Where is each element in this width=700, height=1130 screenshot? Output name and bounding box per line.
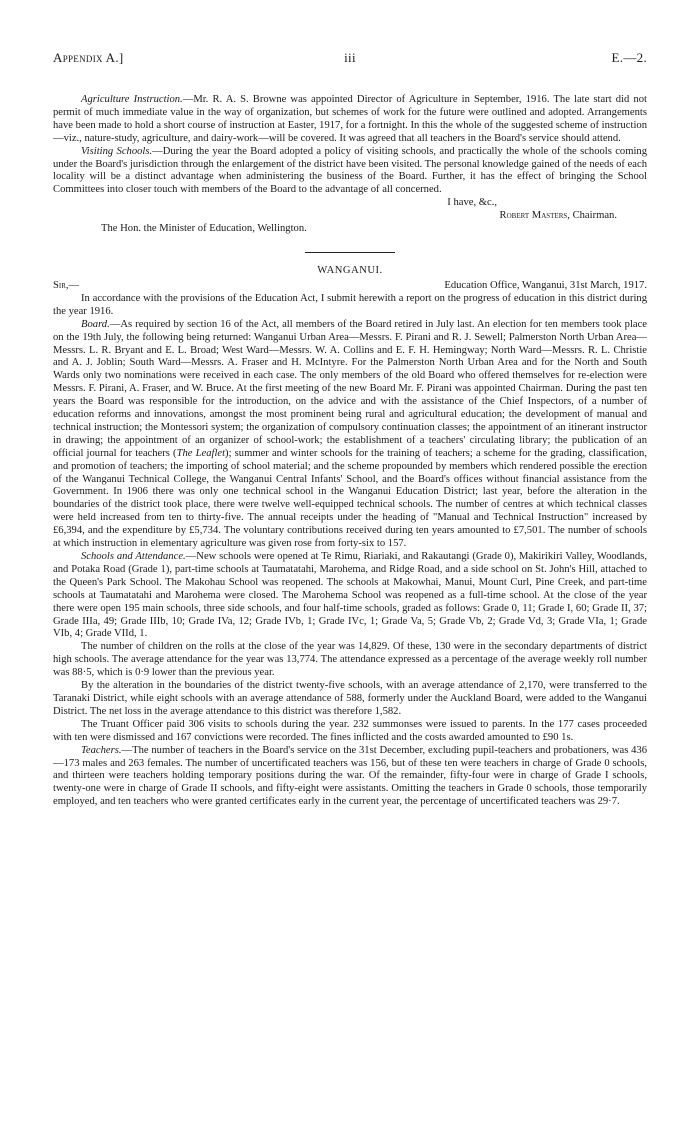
roll-paragraph: The number of children on the rolls at the close of the year was 14,829. Of these, 130 were in the secondary departments of district high schools. The average attendance for the year was 13,774. The attendance expressed as a percentage of the average weekly roll number was 88·5, which is 0·9 lower than the previous year. xyxy=(53,641,647,679)
salutation: Sir,— xyxy=(53,279,80,291)
schools-text: —New schools were opened at Te Rimu, Riariaki, and Rakautangi (Grade 0), Makirikiri Valley, Woodlands, and Potaka Road (Grade 1), part-time schools at Taumatatahi, Marohema, and Ridge Road, and a side school on St. John's Hill, attached to the Queen's Park School. The Makohau School was reopened. The schools at Makowhai, Manui, Mount Curl, Pine Creek, and part-time schools at Taumatatahi and Marohema were closed. The Marohema School was reopened as a full-time school. At the close of the year there were open 195 main schools, three side schools, and four half-time schools, graded as follows: Grade 0, 11; Grade I, 60; Grade II, 37; Grade IIIa, 49; Grade IIIb, 10; Grade IVa, 12; Grade IVb, 1; Grade IVc, 1; Grade Va, 5; Grade Vb, 2; Grade Vd, 3; Grade VIa, 1; Grade VIb, 4; Grade VIId, 1. xyxy=(53,551,647,640)
boundary-paragraph: By the alteration in the boundaries of the district twenty-five schools, with an average attendance of 2,170, were transferred to the Taranaki District, while eight schools with an average attendance of 588, formerly under the Auckland Board, were added to the Wanganui District. The net loss in the average attendance to this district was therefore 1,582. xyxy=(53,680,647,717)
agriculture-text: —Mr. R. A. S. Browne was appointed Director of Agriculture in September, 1916. The late start did not permit of much immediate value in the way of organization, but schemes of work for the future were outlined and adopted. Arrangements have been made to hold a short course of instruction at Easter, 1917, for a fortnight. In this the whole of the suggested scheme of instruction—viz., nature-study, agriculture, and dairy-work—will be covered. It was agreed that all teachers in the Board's service should attend. xyxy=(53,94,647,144)
agriculture-heading: Agriculture Instruction. xyxy=(81,94,183,105)
truant-paragraph: The Truant Officer paid 306 visits to schools during the year. 232 summonses were issued to parents. In the 177 cases proceeded with ten were dismissed and 167 convictions were recorded. The fines inflicted and the costs awarded amounted to £90 1s. xyxy=(53,718,647,743)
page-number: iii xyxy=(344,50,356,65)
addressee: The Hon. the Minister of Education, Wellington. xyxy=(101,223,307,235)
section-title: WANGANUI. xyxy=(317,264,383,276)
sign-off: I have, &c., xyxy=(447,197,497,209)
salutation-line xyxy=(53,280,647,293)
board-text-continued: ); summer and winter schools for the training of teachers; a scheme for the grading, classification, and promotion of teachers; the importing of school material; and the scheme propounded by members which rendered possible the erection of the Wanganui Technical College, the Wanganui Central Infants' School, and the Board's offices without financial assistance from the Government. In 1906 there was only one technical school in the Wanganui Education District; last year, before the alteration in the boundaries of the district took place, there were twelve well-equipped technical schools. The number of centres at which technical classes were held increased from ten to thirty-five. The annual receipts under the heading of "Manual and Technical Instruction" increased by £6,394, and the expenditure by £5,734. The voluntary contributions received during ten years amounted to £7,501. The number of schools at which instruction in elementary agriculture was given rose from forty-six to 157. xyxy=(53,447,648,550)
page-header xyxy=(53,50,647,70)
signature xyxy=(53,210,647,223)
agriculture-paragraph xyxy=(53,94,647,146)
schools-heading: Schools and Attendance. xyxy=(81,551,186,562)
signature-name: Robert Masters xyxy=(499,210,568,222)
schools-paragraph xyxy=(53,551,647,641)
office-dateline: Education Office, Wanganui, 31st March, 1917. xyxy=(444,279,647,291)
signature-title: , Chairman. xyxy=(567,210,617,222)
board-text: —As required by section 16 of the Act, all members of the Board retired in July last. An election for ten members took place on the 19th July, the following being returned: Wanganui Urban Area—Messrs. F. Pirani and R. J. Sewell; Palmerston North Urban Area—Messrs. L. R. Bryant and E. L. Broad; West Ward—Messrs. W. A. Collins and E. F. H. Hemingway; North Ward—Messrs. R. L. Christie and A. J. Joblin; South Ward—Messrs. A. Fraser and H. McIntyre. For the Palmerston North Urban Area and for the North and South Wards only two nominations were received in each case. The only members of the old Board who offered themselves for re-election were Messrs. F. Pirani, A. Fraser, and W. Bruce. At the first meeting of the new Board Mr. F. Pirani was appointed Chairman. During the past ten years the Board was responsible for the introduction, on the advice and with the assistance of the Chief Inspectors, of a number of education reforms and innovations, amongst the most prominent being rural and agricultural education; the development of manual and technical instruction; the Montessori system; the organization of compulsory continuation classes; the appointment of an itinerant instructor in drawing; the appointment of an organizer of school-work; the establishment of a teachers' circulating library; the publication of an official journal for teachers ( xyxy=(53,318,647,459)
page-body xyxy=(53,94,647,809)
board-paragraph xyxy=(53,319,647,551)
teachers-paragraph xyxy=(53,745,647,810)
visiting-text: —During the year the Board adopted a policy of visiting schools, and practically the whole of the schools coming under the Board's jurisdiction through the enlargement of the district have been visited. The personal knowledge gained of the needs of each locality will be a distinct advantage when administering the business of the Board. Further, it has the effect of bringing the School Committees into closer touch with members of the Board to the advantage of all concerned. xyxy=(53,145,647,196)
visiting-heading: Visiting Schools. xyxy=(81,145,153,157)
section-divider xyxy=(305,252,395,253)
leaflet-title: The Leaflet xyxy=(176,447,226,459)
board-heading: Board. xyxy=(81,318,110,330)
teachers-heading: Teachers. xyxy=(81,744,122,756)
intro-paragraph: In accordance with the provisions of the Education Act, I submit herewith a report on the progress of education in this district during the year 1916. xyxy=(53,292,647,317)
document-code: E.—2. xyxy=(611,50,647,65)
visiting-paragraph xyxy=(53,146,647,198)
teachers-text: —The number of teachers in the Board's service on the 31st December, excluding pupil-teachers and probationers, was 436—173 males and 263 females. The number of uncertificated teachers was 156, but of these ten were teachers in charge of Grade 0 schools, and thirteen were teachers holding temporary positions during the war. Of the remainder, fifty-four were in charge of Grade I schools, twenty-one were in charge of Grade II schools, and fifty-eight were assistants. Omitting the teachers in Grade 0 schools, those temporarily employed, and ten teachers who were granted certificates early in the current year, the percentage of uncertificated teachers was 29·7. xyxy=(53,744,647,808)
appendix-label: Appendix A.] xyxy=(53,50,124,65)
